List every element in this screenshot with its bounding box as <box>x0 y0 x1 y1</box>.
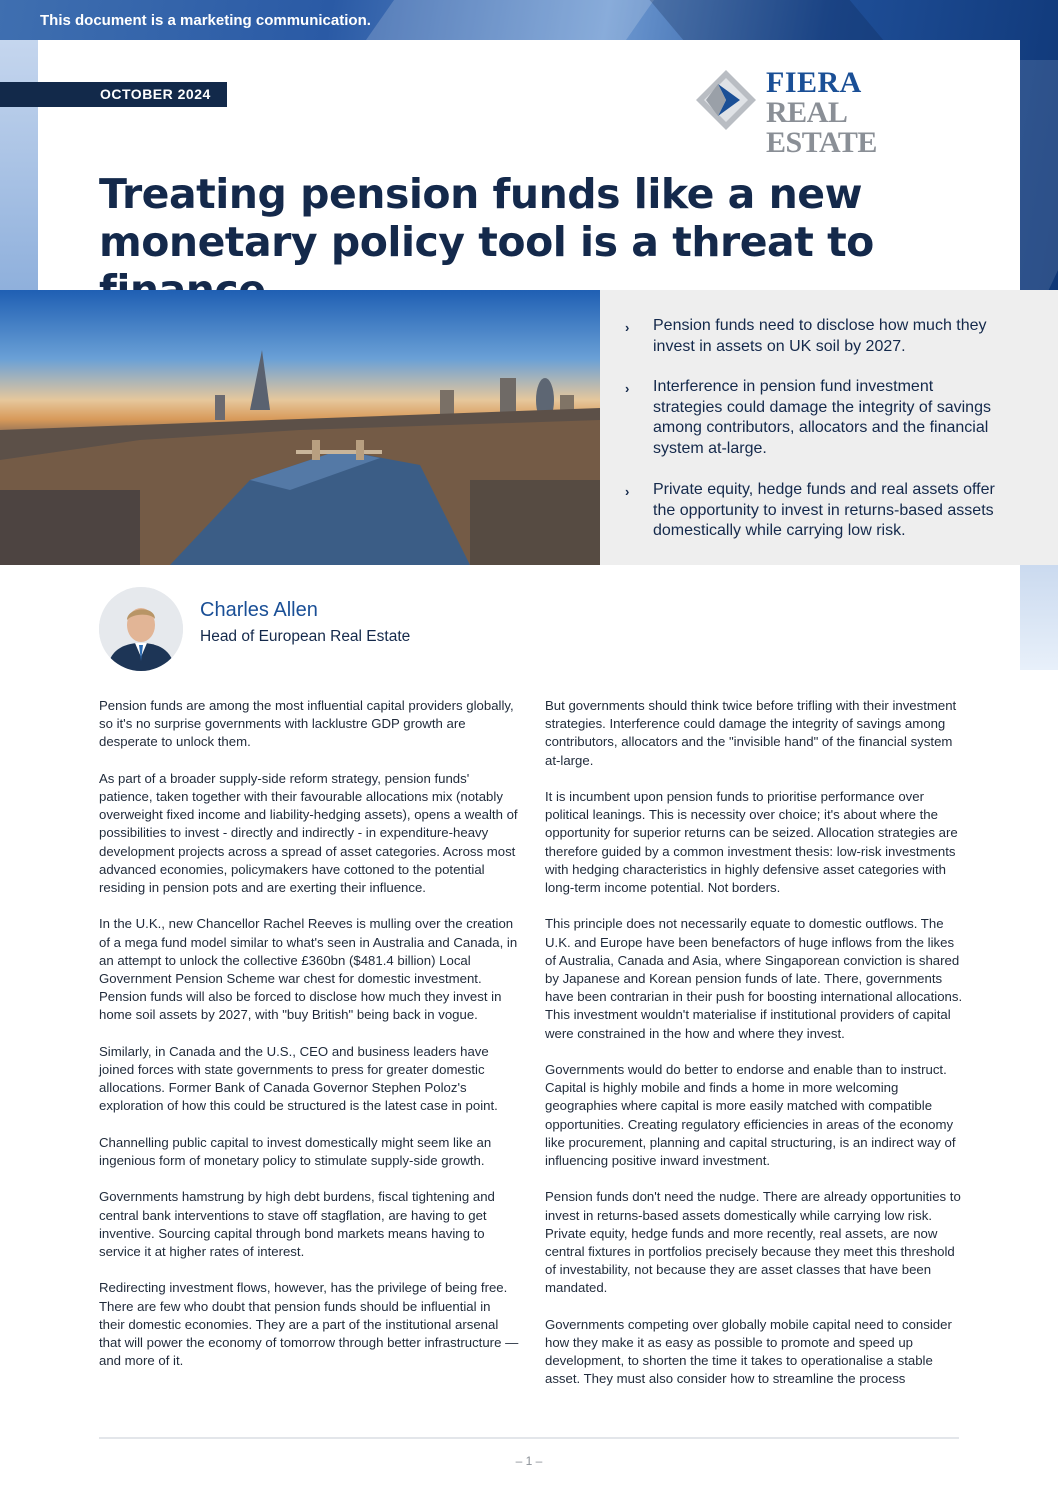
paragraph: Pension funds are among the most influential capital providers globally, so it's no surprise governments with lacklustre GDP growth are desperate to unlock them. <box>99 698 514 750</box>
paragraph: But governments should think twice before trifling with their investment strategies. Interference could damage the integrity of savings among contributors, allocators and the "invisible hand" of the financial system at-large. <box>545 698 957 768</box>
paragraph: Governments hamstrung by high debt burdens, fiscal tightening and central bank interventions to stave off stagflation, are having to get inventive. Sourcing capital through bond markets means having to service it at higher rates of interest. <box>99 1189 495 1260</box>
chevron-right-icon: › <box>625 484 630 499</box>
paragraph: This principle does not necessarily equate to domestic outflows. The U.K. and Europe have been benefactors of huge inflows from the likes of Australia, Canada and Asia, where Singaporean conviction is shared by Japanese and Korean pension funds of late. There, governments have been contrarian in their push for boosting international allocations. This investment wouldn't materialise if institutional providers of capital were constrained in the how and where they invest. <box>545 916 963 1041</box>
page-title: Treating pension funds like a new monetary policy tool is a threat to <box>99 170 874 266</box>
footer-divider <box>99 1437 959 1439</box>
paragraph: Channelling public capital to invest domestically might seem like an ingenious form of monetary policy to stimulate supply-side growth. <box>99 1134 492 1169</box>
paragraph: In the U.K., new Chancellor Rachel Reeves is mulling over the creation of a mega fund model similar to what's seen in Australia and Canada, in an attempt to unlock the collective £360bn ($481.4 billion) Local Government Pension Scheme war chest for domestic investment. Pension funds will also be forced to disclose how much they invest in home soil assets by 2027, with "buy British" being back in vogue. <box>99 916 518 1023</box>
left-edge-decoration <box>0 40 38 290</box>
chevron-right-icon: › <box>625 320 630 335</box>
paragraph: Redirecting investment flows, however, has the privilege of being free. There are few who doubt that pension funds should be influential in their domestic economies. They are a part of the institutional arsenal that will power the economy of tomorrow through better infrastructure — and more of it. <box>99 1280 519 1369</box>
paragraph: Governments competing over globally mobile capital need to consider how they make it as easy as possible to promote and speed up development, to shorten the time it takes to operationalise a stable asset. They must also consider how to streamline the process <box>545 1316 952 1387</box>
hero-city-image <box>0 290 600 565</box>
fiera-logo <box>696 66 958 159</box>
chevron-right-icon: › <box>625 381 630 396</box>
date-tag: OCTOBER 2024 <box>0 82 227 107</box>
logo-diamond-icon <box>696 70 756 130</box>
key-point: › Interference in pension fund investment strategies could damage the integrity of savings among contributors, allocators and the financial system at-large. <box>625 378 991 457</box>
paragraph: Governments would do better to endorse and enable than to instruct. Capital is highly mobile and finds a home in more welcoming geographies where capital is more easily matched with compatible opportunities. Creating regulatory efficiencies in areas of the economy like procurement, planning and capital structuring, is an indirect way of influencing positive inward investment. <box>545 1062 956 1169</box>
paragraph: Pension funds don't need the nudge. There are already opportunities to invest in returns-based assets domestically while carrying low risk. Private equity, hedge funds and more recently, real assets, are now central fixtures in portfolios precisely because they meet this threshold of investability, not because they are asset classes that have been mandated. <box>545 1189 961 1296</box>
logo-real-estate-text: REAL ESTATE <box>766 96 877 159</box>
marketing-note: This document is a marketing communication. <box>40 12 371 29</box>
logo-fiera-text: FIERA <box>766 66 862 99</box>
key-point: › Private equity, hedge funds and real assets offer the opportunity to invest in returns-based assets domestically while carrying low risk. <box>625 481 995 539</box>
author-name: Charles Allen <box>200 599 318 621</box>
body-column-left <box>99 697 519 1389</box>
author-avatar <box>99 587 183 671</box>
author-role: Head of European Real Estate <box>200 628 411 645</box>
paragraph: It is incumbent upon pension funds to prioritise performance over political leanings. This is necessity over choice; it's about where the opportunity for superior returns can be seized. Allocation strategies are therefore guided by a common investment thesis: low-risk investments with hedging characteristics in highly defensive asset categories with long-term income potential. Not borders. <box>545 789 958 896</box>
page-number: – 1 – <box>515 1454 543 1468</box>
body-column-right <box>545 697 965 1407</box>
paragraph: Similarly, in Canada and the U.S., CEO and business leaders have joined forces with state governments to press for greater domestic allocations. Former Bank of Canada Governor Stephen Poloz's exploration of how this could be structured is the latest case in point. <box>99 1043 498 1114</box>
key-points-panel <box>600 290 1058 565</box>
paragraph: As part of a broader supply-side reform strategy, pension funds' patience, taken together with their favourable allocations mix (notably overweight fixed income and liability-hedging assets), opens a wealth of possibilities to invest - directly and indirectly - in expenditure-heavy development projects across a spread of asset categories. Across most advanced economies, policymakers have cottoned to the potential residing in pension pots and are exerting their influence. <box>99 770 518 896</box>
key-point: › Pension funds need to disclose how much they invest in assets on UK soil by 2027. <box>625 317 987 355</box>
